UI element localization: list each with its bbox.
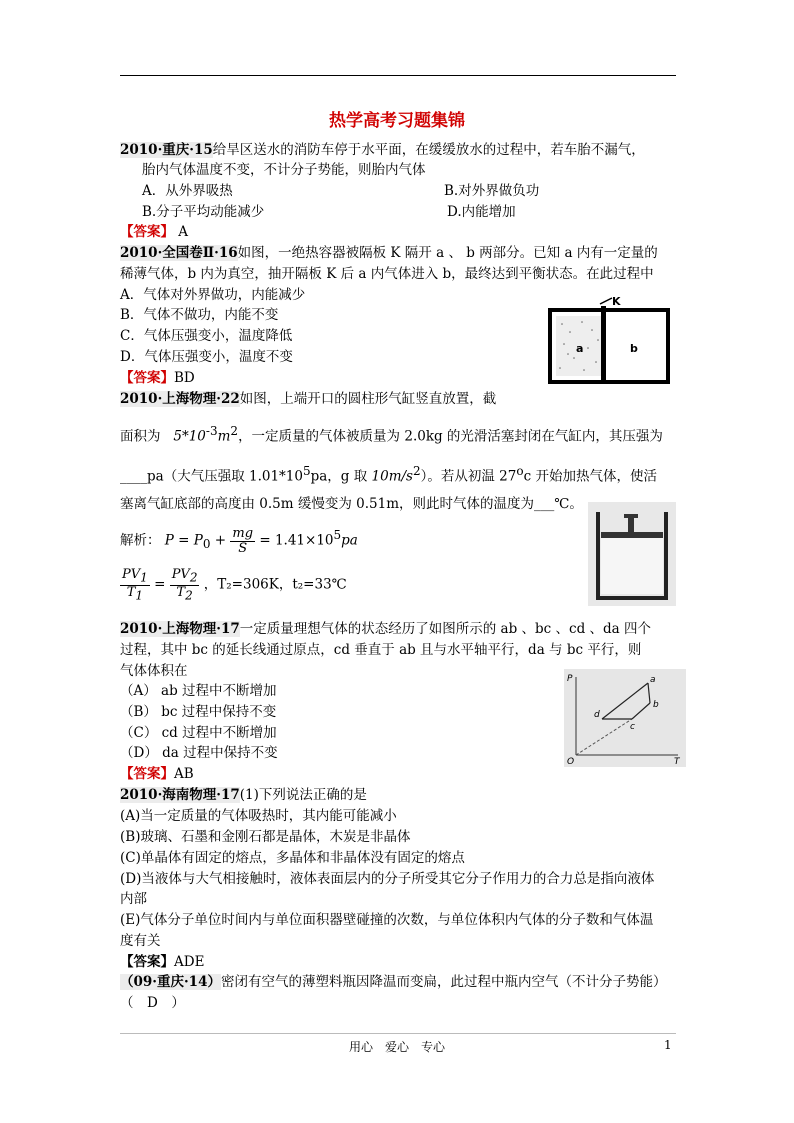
q3-source: 2010·上海物理·22 xyxy=(120,391,240,407)
q2-option-b: B．气体不做功，内能不变 xyxy=(120,307,279,323)
piston-rod xyxy=(628,516,634,532)
q4-stem-line2: 过程，其中 bc 的延长线通过原点，cd 垂直于 ab 且与水平轴平行，da 与 bc 平行，则 xyxy=(120,642,642,658)
insulated-container-figure xyxy=(548,296,676,386)
q5-option-a: (A)当一定质量的气体吸热时，其内能可能减小 xyxy=(120,808,397,824)
q1-option-b: B.对外界做负功 xyxy=(444,183,540,199)
q5-stem: 2010·海南物理·17(1)下列说法正确的是 xyxy=(120,787,367,803)
q2-option-d: D．气体压强变小，温度不变 xyxy=(120,349,293,365)
q2-source: 2010·全国卷Ⅱ·16 xyxy=(120,245,238,261)
page-title: 热学高考习题集锦 xyxy=(329,111,465,131)
q1-option-a: A．从外界吸热 xyxy=(142,183,233,199)
footer-rule xyxy=(120,1033,676,1034)
label-a: a xyxy=(576,342,584,355)
point-b: b xyxy=(653,700,659,710)
q2-stem-line2: 稀薄气体，b 内为真空，抽开隔板 K 后 a 内气体进入 b，最终达到平衡状态。在此过程中 xyxy=(120,266,654,282)
q2-option-c: C．气体压强变小，温度降低 xyxy=(120,328,293,344)
cylinder-piston-figure xyxy=(588,502,676,606)
q4-stem-line3: 气体体积在 xyxy=(120,663,188,679)
q4-option-c: （C） cd 过程中不断增加 xyxy=(120,725,277,741)
q6-stem: （09·重庆·14）密闭有空气的薄塑料瓶因降温而变扁，此过程中瓶内空气（不计分子势能） xyxy=(120,974,667,990)
footer-motto: 用心 爱心 专心 xyxy=(348,1040,445,1054)
q4-option-a: （A） ab 过程中不断增加 xyxy=(120,683,277,699)
q6-source: （09·重庆·14） xyxy=(120,974,221,990)
q3-stem-line1: 2010·上海物理·22如图，上端开口的圆柱形气缸竖直放置，截 xyxy=(120,391,497,407)
q1-option-d: D.内能增加 xyxy=(447,204,516,220)
q4-answer: 【答案】AB xyxy=(120,766,194,782)
point-a: a xyxy=(650,675,656,685)
axis-label-t: T xyxy=(674,757,680,767)
q6-answer: （ D ） xyxy=(120,995,185,1011)
q4-option-b: （B） bc 过程中保持不变 xyxy=(120,704,277,720)
q5-option-b: (B)玻璃、石墨和金刚石都是晶体，木炭是非晶体 xyxy=(120,829,411,845)
mg-over-s: $\frac{mg}{S}$ xyxy=(232,525,254,556)
label-b: b xyxy=(630,342,638,355)
piston-cap xyxy=(624,514,638,518)
q4-option-d: （D） da 过程中保持不变 xyxy=(120,745,278,761)
q3-solution-1: 解析： $P = P_0$ + $\frac{mg}{S}$ = $1.41\times 10^5pa$ xyxy=(120,525,358,556)
q3-stem-line2: 面积为 $5*10^{-3}m^2$，一定质量的气体被质量为 2.0kg 的光滑活塞封闭在气缸内，其压强为 xyxy=(120,424,663,445)
q4-source: 2010·上海物理·17 xyxy=(120,621,240,637)
q5-option-d-line2: 内部 xyxy=(120,891,147,907)
q5-answer: 【答案】ADE xyxy=(120,954,205,970)
q1-answer: 【答案】 A xyxy=(120,224,189,240)
q2-option-a: A．气体对外界做功，内能减少 xyxy=(120,287,306,303)
q2-answer: 【答案】BD xyxy=(120,370,195,386)
q4-stem-line1: 2010·上海物理·17一定质量理想气体的状态经历了如图所示的 ab 、bc 、cd 、da 四个 xyxy=(120,621,652,637)
label-k: K xyxy=(612,296,621,308)
origin-label: O xyxy=(567,757,575,767)
partition-handle xyxy=(600,298,612,304)
p-t-diagram-figure xyxy=(564,669,686,767)
q5-option-d-line1: (D)当液体与大气相接触时，液体表面层内的分子所受其它分子作用力的合力总是指向液体 xyxy=(120,871,655,887)
gas-volume xyxy=(601,538,663,594)
q1-source: 2010·重庆·15 xyxy=(120,142,213,158)
piston xyxy=(601,532,663,538)
q2-stem-line1: 2010·全国卷Ⅱ·16如图，一绝热容器被隔板 K 隔开 a 、 b 两部分。已知 a 内有一定量的 xyxy=(120,245,658,261)
q3-solution-2: $\frac{PV_1}{T_1}$ = $\frac{PV_2}{T_2}$ ，T₂=306K，t₂=33℃ xyxy=(122,567,347,603)
q5-source: 2010·海南物理·17 xyxy=(120,787,240,803)
point-d: d xyxy=(594,710,600,720)
q3-stem-line4: 塞离气缸底部的高度由 0.5m 缓慢变为 0.51m，则此时气体的温度为___℃。 xyxy=(120,496,583,512)
page-number: 1 xyxy=(664,1038,672,1052)
q1-stem-line2: 胎内气体温度不变，不计分子势能，则胎内气体 xyxy=(142,162,426,178)
q1-option-c: B.分子平均动能减少 xyxy=(142,204,265,220)
axis-label-p: P xyxy=(567,674,573,684)
point-c: c xyxy=(630,722,635,732)
q5-option-c: (C)单晶体有固定的熔点，多晶体和非晶体没有固定的熔点 xyxy=(120,850,465,866)
header-rule xyxy=(120,75,676,76)
figure-background xyxy=(564,669,686,767)
q5-option-e-line1: (E)气体分子单位时间内与单位面积器壁碰撞的次数，与单位体积内气体的分子数和气体温 xyxy=(120,912,654,928)
q3-stem-line3: ____pa（大气压强取 $1.01*10^5pa$，g 取 $10m/s^2$）。若从初温 27$^o$c 开始加热气体，使活 xyxy=(120,464,657,485)
q5-option-e-line2: 度有关 xyxy=(120,933,161,949)
partition-k xyxy=(601,306,606,382)
q1-stem-line1: 2010·重庆·15给旱区送水的消防车停于水平面，在缓缓放水的过程中，若车胎不漏气， xyxy=(120,142,645,158)
